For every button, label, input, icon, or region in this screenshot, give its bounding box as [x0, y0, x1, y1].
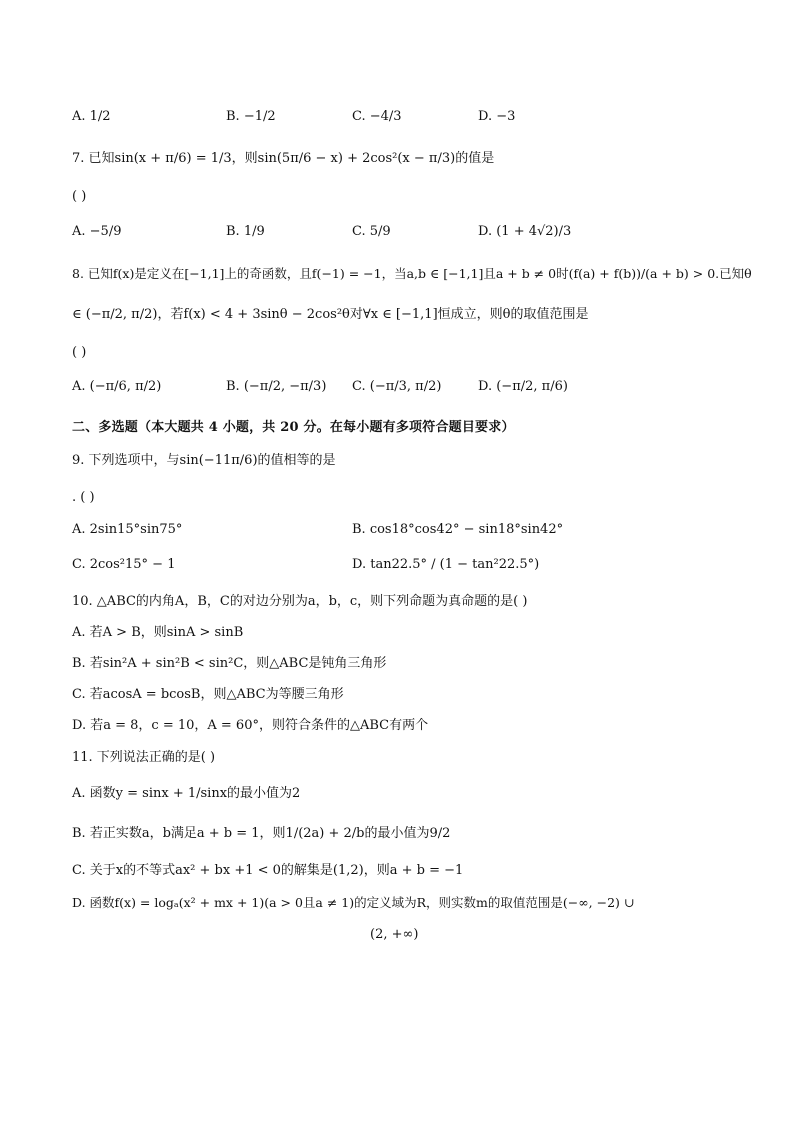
- q7-option-b: B. 1/9: [226, 224, 265, 239]
- q7-answer-paren: ( ): [72, 189, 87, 204]
- q9-stem: 9. 下列选项中，与sin(−11π/6)的值相等的是: [72, 453, 336, 468]
- q11-option-d-continuation: (2, +∞): [370, 927, 419, 942]
- q6-option-b: B. −1/2: [226, 109, 276, 124]
- q11-option-b: B. 若正实数a，b满足a + b = 1，则1/(2a) + 2/b的最小值为9/2: [72, 826, 451, 841]
- q11-option-d: D. 函数f(x) = logₐ(x² + mx + 1)(a > 0且a ≠ 1)的定义域为R，则实数m的取值范围是(−∞, −2) ∪: [72, 895, 635, 910]
- q8-option-b: B. (−π/2, −π/3): [226, 379, 327, 394]
- q9-option-c: C. 2cos²15° − 1: [72, 557, 176, 572]
- q9-answer-paren: . ( ): [72, 490, 95, 505]
- section-header-multiple-choice: 二、多选题（本大题共 4 小题，共 20 分。在每小题有多项符合题目要求）: [72, 420, 515, 435]
- q9-option-b: B. cos18°cos42° − sin18°sin42°: [352, 522, 564, 537]
- q8-stem-line1: 8. 已知f(x)是定义在[−1,1]上的奇函数，且f(−1) = −1，当a,b ∈ [−1,1]且a + b ≠ 0时(f(a) + f(b))/(a + b) > 0.已知θ: [72, 266, 752, 281]
- q11-option-a: A. 函数y = sinx + 1/sinx的最小值为2: [72, 786, 301, 801]
- q9-option-a: A. 2sin15°sin75°: [72, 522, 183, 537]
- q7-option-c: C. 5/9: [352, 224, 391, 239]
- q7-option-d: D. (1 + 4√2)/3: [478, 224, 572, 239]
- q8-answer-paren: ( ): [72, 345, 87, 360]
- q10-option-b: B. 若sin²A + sin²B < sin²C，则△ABC是钝角三角形: [72, 656, 387, 671]
- q8-stem-line2: ∈ (−π/2, π/2)，若f(x) < 4 + 3sinθ − 2cos²θ对∀x ∈ [−1,1]恒成立，则θ的取值范围是: [72, 307, 589, 322]
- q8-option-d: D. (−π/2, π/6): [478, 379, 568, 394]
- q10-option-d: D. 若a = 8，c = 10，A = 60°，则符合条件的△ABC有两个: [72, 718, 429, 733]
- q11-stem: 11. 下列说法正确的是( ): [72, 750, 216, 765]
- q10-option-c: C. 若acosA = bcosB，则△ABC为等腰三角形: [72, 687, 344, 702]
- q10-stem: 10. △ABC的内角A，B，C的对边分别为a，b，c，则下列命题为真命题的是( ): [72, 594, 528, 609]
- q6-option-d: D. −3: [478, 109, 516, 124]
- q11-option-c: C. 关于x的不等式ax² + bx +1 < 0的解集是(1,2)，则a + b = −1: [72, 863, 464, 878]
- q6-option-c: C. −4/3: [352, 109, 402, 124]
- q10-option-a: A. 若A > B，则sinA > sinB: [72, 625, 244, 640]
- q6-option-a: A. 1/2: [72, 109, 111, 124]
- q8-option-a: A. (−π/6, π/2): [72, 379, 162, 394]
- q8-option-c: C. (−π/3, π/2): [352, 379, 442, 394]
- q7-option-a: A. −5/9: [72, 224, 122, 239]
- q7-stem: 7. 已知sin(x + π/6) = 1/3，则sin(5π/6 − x) + 2cos²(x − π/3)的值是: [72, 151, 495, 166]
- q9-option-d: D. tan22.5° / (1 − tan²22.5°): [352, 557, 540, 572]
